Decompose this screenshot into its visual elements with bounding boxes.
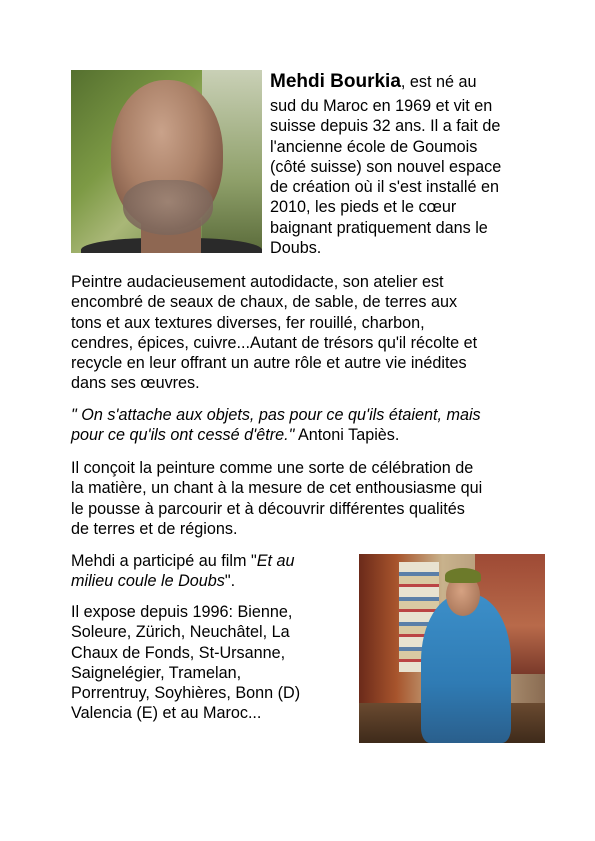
intro-paragraph xyxy=(270,96,501,258)
paragraph-line: de terres et de régions. xyxy=(71,519,238,538)
quote-block xyxy=(71,405,481,446)
paragraph-line: le pousse à parcourir et à découvrir différentes qualités xyxy=(71,499,465,518)
film-title: milieu coule le Doubs xyxy=(71,572,225,591)
exhibition-line: Valencia (E) et au Maroc... xyxy=(71,704,262,723)
atelier-paragraph xyxy=(71,272,477,394)
intro-line: l'ancienne école de Goumois xyxy=(270,137,478,156)
artist-workshop-photo xyxy=(359,554,545,743)
intro-line: Doubs. xyxy=(270,239,322,258)
quote-line: " On s'attache aux objets, pas pour ce qu'ils étaient, mais xyxy=(71,406,481,424)
exhibition-line: Soleure, Zürich, Neuchâtel, La xyxy=(71,623,290,642)
paragraph-line: recycle en leur offrant un autre rôle et autre vie inédites xyxy=(71,354,467,373)
intro-line: baignant pratiquement dans le xyxy=(270,218,488,237)
intro-line: suisse depuis 32 ans. Il a fait de xyxy=(270,117,501,136)
paragraph-line: cendres, épices, cuivre...Autant de trésors qu'il récolte et xyxy=(71,333,478,352)
paragraph-line: dans ses œuvres. xyxy=(71,374,200,393)
quote-author: Antoni Tapiès. xyxy=(294,426,400,445)
intro-line: 2010, les pieds et le cœur xyxy=(270,198,457,217)
intro-line: de création où il s'est installé en xyxy=(270,178,499,197)
intro-line: (côté suisse) son nouvel espace xyxy=(270,157,502,176)
painting-paragraph xyxy=(71,458,482,539)
film-paragraph: Mehdi a participé au film "Et au milieu coule le Doubs". xyxy=(71,552,295,591)
film-title: Et au xyxy=(256,552,295,570)
exhibition-line: Chaux de Fonds, St-Ursanne, xyxy=(71,643,286,662)
artist-portrait-photo xyxy=(71,70,262,253)
paragraph-line: encombré de seaux de chaux, de sable, de terres aux xyxy=(71,293,458,312)
exhibitions-paragraph xyxy=(71,602,300,724)
exhibition-line: Saignelégier, Tramelan, xyxy=(71,663,242,682)
intro-first-line: Mehdi Bourkia, est né au xyxy=(270,71,477,92)
paragraph-line: Il conçoit la peinture comme une sorte de célébration de xyxy=(71,459,474,477)
paragraph-line: tons et aux textures diverses, fer rouillé, charbon, xyxy=(71,313,425,332)
intro-line: sud du Maroc en 1969 et vit en xyxy=(270,97,493,115)
paragraph-line: Peintre audacieusement autodidacte, son atelier est xyxy=(71,273,444,291)
quote-line: pour ce qu'ils ont cessé d'être." xyxy=(71,426,295,445)
paragraph-line: la matière, un chant à la mesure de cet enthousiasme qui xyxy=(71,479,483,498)
exhibition-line: Porrentruy, Soyhières, Bonn (D) xyxy=(71,684,301,703)
artist-name: Mehdi Bourkia xyxy=(270,71,401,92)
exhibition-line: Il expose depuis 1996: Bienne, xyxy=(71,603,293,621)
